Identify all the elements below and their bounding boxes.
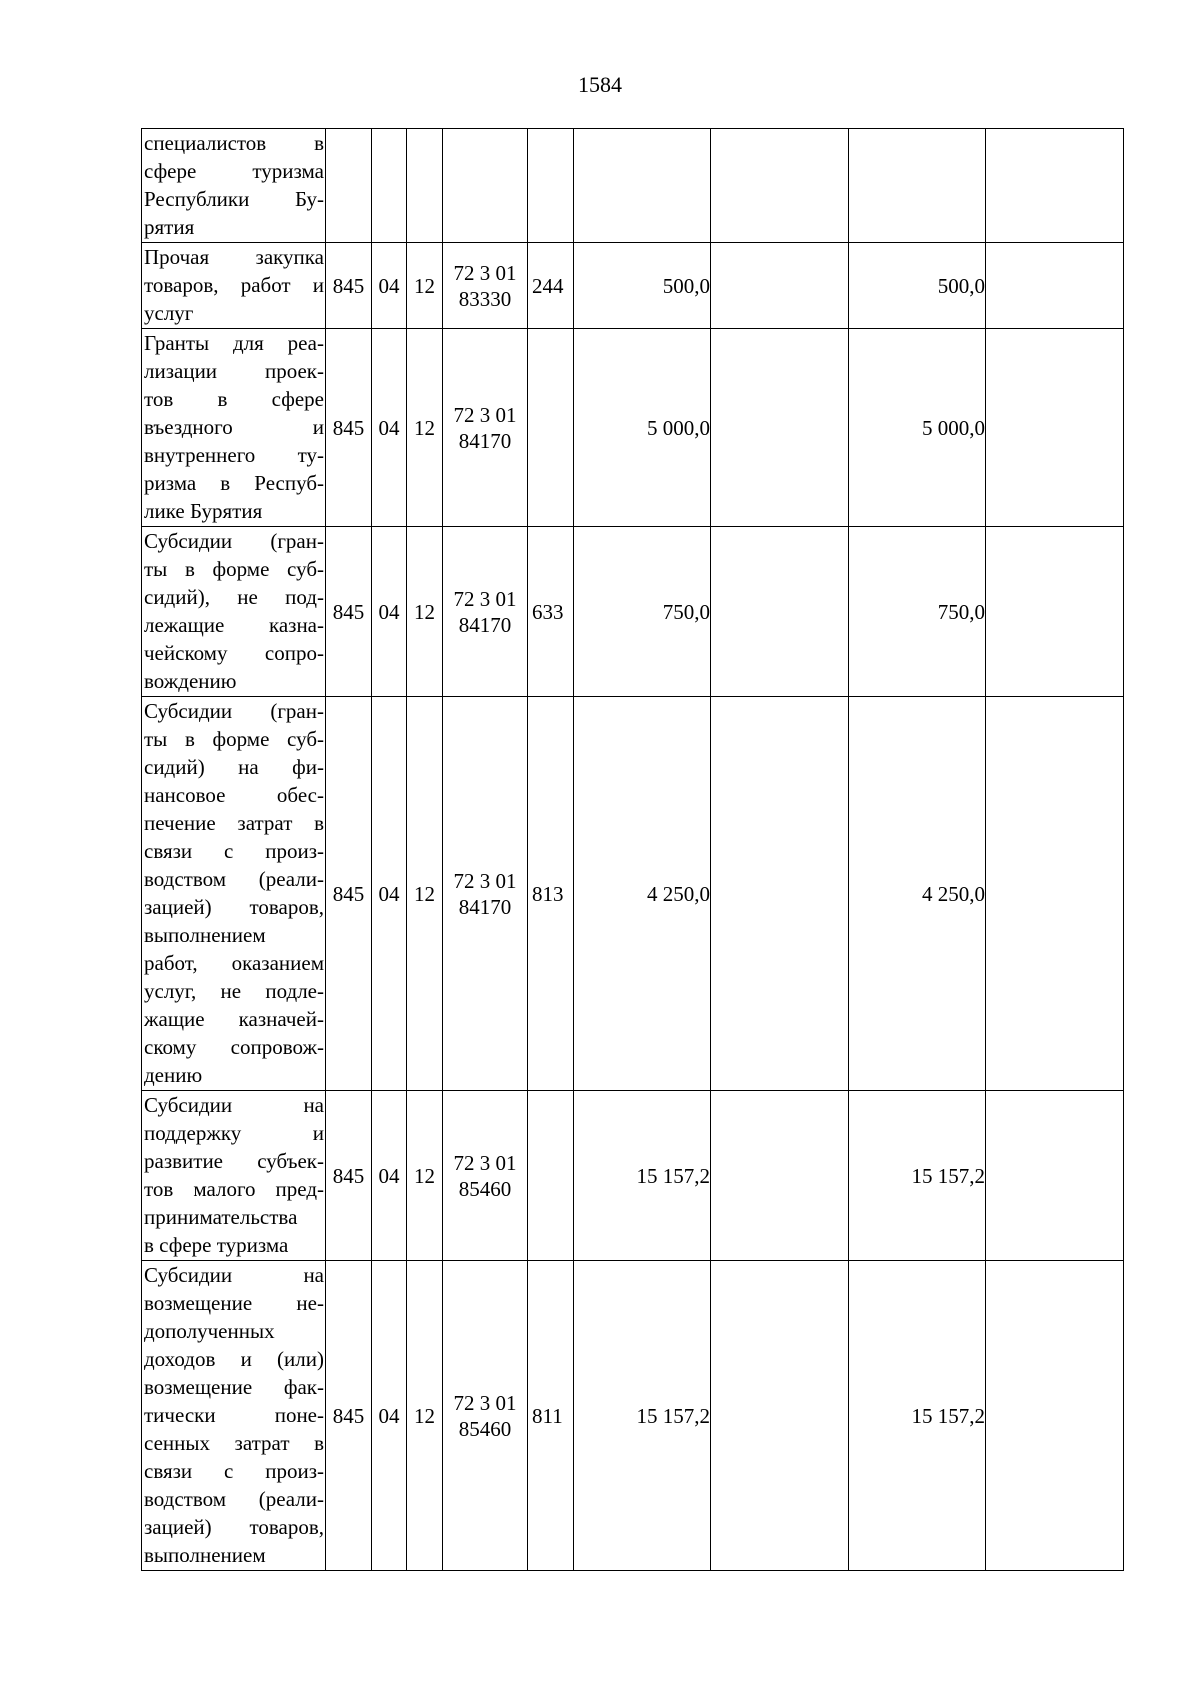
target-article-part: 72 3 01 (453, 260, 517, 285)
page-number: 1584 (578, 72, 622, 97)
grbs-code-cell: 845 (326, 329, 372, 527)
row-name-line: дополученных (144, 1319, 275, 1343)
row-name-line: рятия (144, 215, 195, 239)
row-name-line: связи с произ- (144, 839, 324, 863)
expense-type-cell (528, 1091, 574, 1261)
row-name-line: услуг (144, 301, 194, 325)
expense-type-cell (528, 129, 574, 243)
amount-cell-2 (711, 243, 849, 329)
section-code-cell: 04 (372, 243, 407, 329)
target-article-cell (443, 527, 528, 697)
row-name-line: тов в сфере (144, 387, 324, 411)
row-name-line: принимательства (144, 1205, 298, 1229)
row-name-line: специалистов в (144, 131, 324, 155)
row-name-line: сенных затрат в (144, 1431, 324, 1455)
grbs-code-cell: 845 (326, 1091, 372, 1261)
amount-cell-4 (986, 1261, 1124, 1571)
amount-cell-2 (711, 129, 849, 243)
section-code-cell: 04 (372, 697, 407, 1091)
amount-cell-3: 750,0 (849, 527, 986, 697)
row-name-line: печение затрат в (144, 811, 324, 835)
row-name-cell (142, 243, 326, 329)
target-article-part: 84170 (458, 612, 512, 637)
row-name-line: жащие казначей- (144, 1007, 324, 1031)
row-name-line: Субсидии (гран- (144, 529, 324, 553)
grbs-code-cell (326, 129, 372, 243)
table-row (142, 697, 1124, 1091)
row-name-line: лизации проек- (144, 359, 324, 383)
target-article-cell (443, 1261, 528, 1571)
subsection-code-cell: 12 (407, 329, 443, 527)
amount-cell-1: 15 157,2 (574, 1091, 711, 1261)
row-name-line: Субсидии на (144, 1263, 324, 1287)
target-article-cell (443, 243, 528, 329)
amount-cell-3 (849, 129, 986, 243)
target-article-cell (443, 329, 528, 527)
row-name-line: вождению (144, 669, 237, 693)
target-article-part: 84170 (458, 428, 512, 453)
amount-cell-1: 500,0 (574, 243, 711, 329)
section-code-cell: 04 (372, 329, 407, 527)
row-name-line: тически поне- (144, 1403, 324, 1427)
row-name-cell (142, 697, 326, 1091)
row-name-line: Субсидии на (144, 1093, 324, 1117)
row-name-line: Республики Бу- (144, 187, 324, 211)
row-name-line: Прочая закупка (144, 245, 324, 269)
row-name-line: возмещение не- (144, 1291, 324, 1315)
amount-cell-3: 500,0 (849, 243, 986, 329)
target-article-part: 72 3 01 (453, 1390, 517, 1415)
target-article-part: 72 3 01 (453, 1150, 517, 1175)
amount-cell-2 (711, 329, 849, 527)
amount-cell-3: 5 000,0 (849, 329, 986, 527)
row-name-line: доходов и (или) (144, 1347, 324, 1371)
amount-cell-2 (711, 1261, 849, 1571)
row-name-line: водством (реали- (144, 867, 324, 891)
row-name-line: поддержку и (144, 1121, 324, 1145)
amount-cell-2 (711, 1091, 849, 1261)
amount-cell-4 (986, 697, 1124, 1091)
amount-cell-1: 750,0 (574, 527, 711, 697)
expense-type-cell: 244 (528, 243, 574, 329)
target-article-part: 85460 (458, 1176, 512, 1201)
amount-cell-1: 4 250,0 (574, 697, 711, 1091)
row-name-line: сидий) на фи- (144, 755, 324, 779)
amount-cell-4 (986, 129, 1124, 243)
target-article-cell (443, 697, 528, 1091)
row-name-line: ризма в Респуб- (144, 471, 324, 495)
expense-type-cell: 811 (528, 1261, 574, 1571)
grbs-code-cell: 845 (326, 1261, 372, 1571)
section-code-cell: 04 (372, 527, 407, 697)
row-name-line: тов малого пред- (144, 1177, 324, 1201)
row-name-cell (142, 1261, 326, 1571)
table-row (142, 527, 1124, 697)
subsection-code-cell: 12 (407, 1261, 443, 1571)
table-row (142, 329, 1124, 527)
row-name-line: сфере туризма (144, 159, 324, 183)
target-article-part: 72 3 01 (453, 402, 517, 427)
subsection-code-cell: 12 (407, 1091, 443, 1261)
row-name-line: сидий), не под- (144, 585, 324, 609)
row-name-cell (142, 129, 326, 243)
target-article-cell (443, 1091, 528, 1261)
amount-cell-2 (711, 527, 849, 697)
row-name-line: ты в форме суб- (144, 727, 324, 751)
row-name-line: развитие субъек- (144, 1149, 324, 1173)
amount-cell-2 (711, 697, 849, 1091)
table-row (142, 1091, 1124, 1261)
row-name-line: лежащие казна- (144, 613, 324, 637)
grbs-code-cell: 845 (326, 527, 372, 697)
row-name-cell (142, 329, 326, 527)
subsection-code-cell (407, 129, 443, 243)
table-body (142, 129, 1124, 1571)
row-name-cell (142, 527, 326, 697)
amount-cell-4 (986, 329, 1124, 527)
section-code-cell: 04 (372, 1091, 407, 1261)
row-name-line: лике Бурятия (144, 499, 263, 523)
expense-type-cell: 633 (528, 527, 574, 697)
row-name-line: нансовое обес- (144, 783, 324, 807)
amount-cell-1: 15 157,2 (574, 1261, 711, 1571)
expense-type-cell (528, 329, 574, 527)
row-name-line: внутреннего ту- (144, 443, 324, 467)
subsection-code-cell: 12 (407, 243, 443, 329)
grbs-code-cell: 845 (326, 697, 372, 1091)
amount-cell-3: 4 250,0 (849, 697, 986, 1091)
amount-cell-3: 15 157,2 (849, 1261, 986, 1571)
row-name-line: связи с произ- (144, 1459, 324, 1483)
table-row (142, 243, 1124, 329)
row-name-line: Гранты для реа- (144, 331, 324, 355)
row-name-cell (142, 1091, 326, 1261)
table-row (142, 1261, 1124, 1571)
row-name-line: скому сопровож- (144, 1035, 324, 1059)
row-name-line: в сфере туризма (144, 1233, 289, 1257)
row-name-line: работ, оказанием (144, 951, 324, 975)
expense-type-cell: 813 (528, 697, 574, 1091)
row-name-line: чейскому сопро- (144, 641, 324, 665)
row-name-line: ты в форме суб- (144, 557, 324, 581)
amount-cell-3: 15 157,2 (849, 1091, 986, 1261)
budget-table (141, 128, 1124, 1571)
row-name-line: зацией) товаров, (144, 895, 324, 919)
section-code-cell (372, 129, 407, 243)
target-article-part: 85460 (458, 1416, 512, 1441)
target-article-part: 84170 (458, 894, 512, 919)
row-name-line: водством (реали- (144, 1487, 324, 1511)
amount-cell-1: 5 000,0 (574, 329, 711, 527)
target-article-part: 72 3 01 (453, 586, 517, 611)
row-name-line: услуг, не подле- (144, 979, 324, 1003)
row-name-line: Субсидии (гран- (144, 699, 324, 723)
grbs-code-cell: 845 (326, 243, 372, 329)
subsection-code-cell: 12 (407, 527, 443, 697)
row-name-line: выполнением (144, 1543, 266, 1567)
amount-cell-4 (986, 527, 1124, 697)
amount-cell-4 (986, 1091, 1124, 1261)
target-article-cell (443, 129, 528, 243)
target-article-part: 83330 (458, 286, 512, 311)
row-name-line: возмещение фак- (144, 1375, 324, 1399)
subsection-code-cell: 12 (407, 697, 443, 1091)
amount-cell-1 (574, 129, 711, 243)
row-name-line: выполнением (144, 923, 266, 947)
row-name-line: дению (144, 1063, 203, 1087)
row-name-line: въездного и (144, 415, 324, 439)
amount-cell-4 (986, 243, 1124, 329)
table-row (142, 129, 1124, 243)
section-code-cell: 04 (372, 1261, 407, 1571)
target-article-part: 72 3 01 (453, 868, 517, 893)
row-name-line: товаров, работ и (144, 273, 324, 297)
row-name-line: зацией) товаров, (144, 1515, 324, 1539)
